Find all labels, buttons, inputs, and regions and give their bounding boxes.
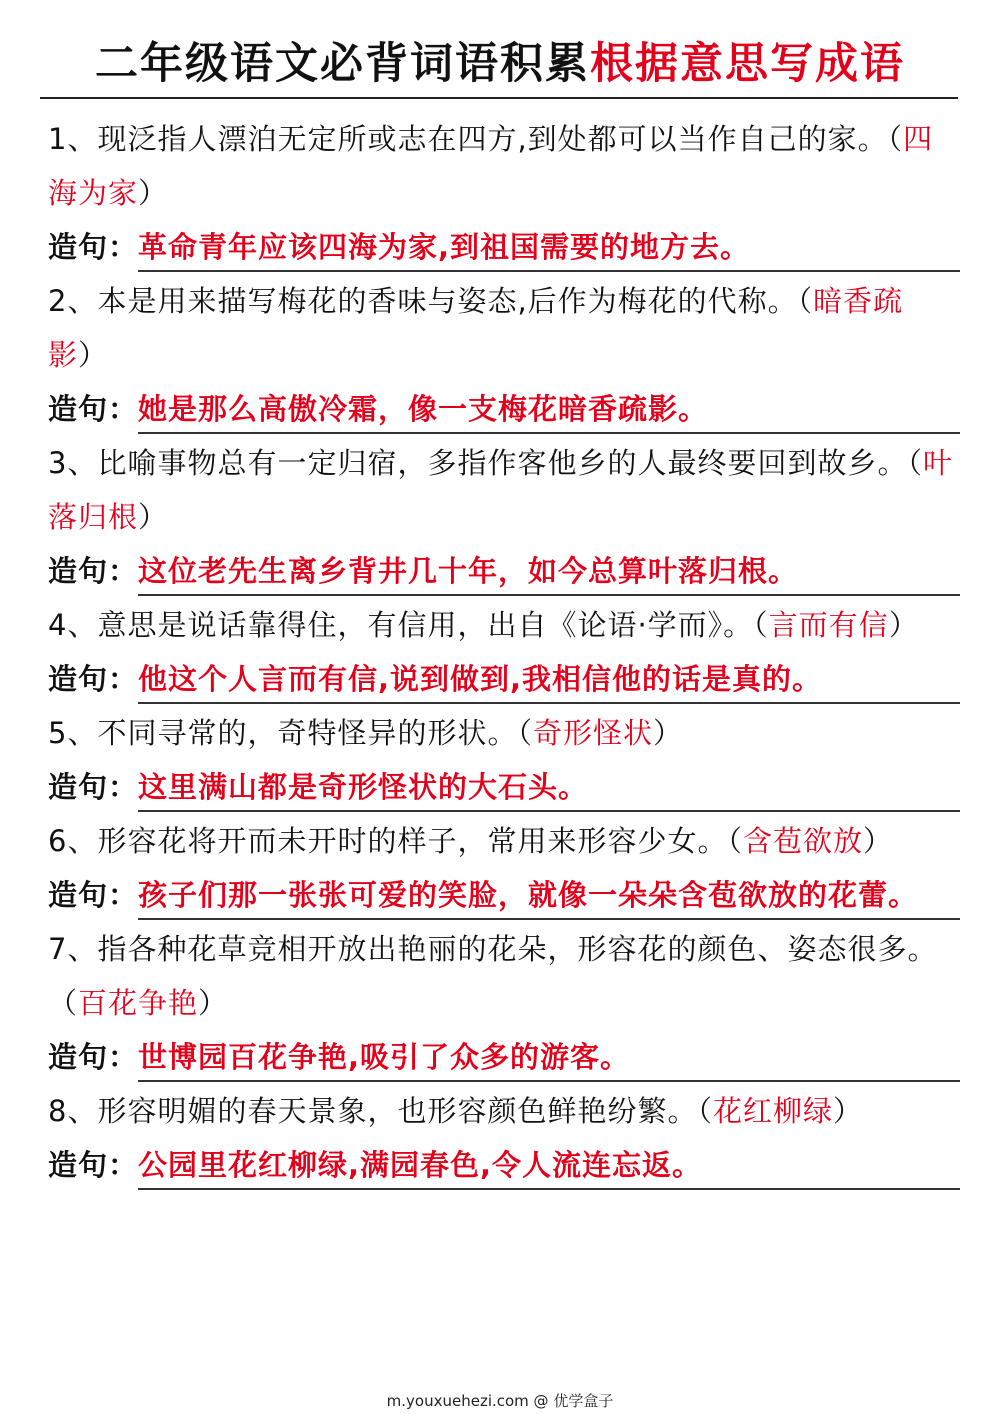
idiom-answer: 奇形怪状	[532, 716, 653, 750]
title-highlight: 根据意思写成语	[590, 39, 905, 89]
idiom-answer: 含苞欲放	[742, 824, 863, 858]
example-sentence: 这里满山都是奇形怪状的大石头。	[138, 760, 960, 814]
meaning-text: 7、指各种花草竞相开放出艳丽的花朵，形容花的颜色、姿态很多。（	[48, 932, 938, 1020]
entry-meaning	[48, 274, 960, 382]
entry-meaning	[48, 112, 960, 220]
idiom-answer: 暗香疏影	[48, 284, 904, 372]
entry-meaning	[48, 922, 960, 1030]
entry-list	[48, 112, 960, 1192]
example-sentence: 革命青年应该四海为家,到祖国需要的地方去。	[138, 220, 960, 274]
example-sentence: 世博园百花争艳,吸引了众多的游客。	[138, 1030, 960, 1084]
entry-meaning	[48, 598, 960, 652]
example-line	[48, 652, 960, 706]
entry-2	[48, 274, 960, 436]
example-line	[48, 220, 960, 274]
meaning-text: 8、形容明媚的春天景象，也形容颜色鲜艳纷繁。（	[48, 1094, 713, 1128]
example-label: 造句：	[48, 662, 139, 696]
example-line	[48, 760, 960, 814]
answer-close: ）	[78, 338, 109, 372]
example-label: 造句：	[48, 878, 139, 912]
example-label: 造句：	[48, 770, 139, 804]
answer-close: ）	[198, 986, 229, 1020]
example-label: 造句：	[48, 554, 139, 588]
title-main: 二年级语文必背词语积累	[95, 39, 590, 89]
entry-6	[48, 814, 960, 922]
idiom-answer: 花红柳绿	[712, 1094, 833, 1128]
example-label: 造句：	[48, 1148, 139, 1182]
idiom-answer: 言而有信	[768, 608, 889, 642]
answer-close: ）	[652, 716, 683, 750]
example-label: 造句：	[48, 230, 139, 264]
entry-1	[48, 112, 960, 274]
example-sentence: 他这个人言而有信,说到做到,我相信他的话是真的。	[138, 652, 960, 706]
answer-close: ）	[888, 608, 919, 642]
answer-close: ）	[862, 824, 893, 858]
meaning-text: 5、不同寻常的，奇特怪异的形状。（	[48, 716, 533, 750]
page-title	[40, 34, 960, 94]
example-label: 造句：	[48, 392, 139, 426]
entry-meaning	[48, 706, 960, 760]
example-sentence: 孩子们那一张张可爱的笑脸，就像一朵朵含苞欲放的花蕾。	[138, 868, 960, 922]
entry-5	[48, 706, 960, 814]
example-line	[48, 382, 960, 436]
title-divider	[40, 97, 958, 99]
example-line	[48, 868, 960, 922]
meaning-text: 6、形容花将开而未开时的样子，常用来形容少女。（	[48, 824, 743, 858]
example-label: 造句：	[48, 1040, 139, 1074]
idiom-answer: 百花争艳	[78, 986, 199, 1020]
idiom-answer: 叶落归根	[48, 446, 953, 534]
example-line	[48, 544, 960, 598]
entry-meaning	[48, 814, 960, 868]
example-sentence: 她是那么高傲冷霜，像一支梅花暗香疏影。	[138, 382, 960, 436]
meaning-text: 3、比喻事物总有一定归宿，多指作客他乡的人最终要回到故乡。（	[48, 446, 923, 480]
answer-close: ）	[138, 176, 169, 210]
entry-4	[48, 598, 960, 706]
meaning-text: 1、现泛指人漂泊无定所或志在四方,到处都可以当作自己的家。（	[48, 122, 904, 156]
entry-8	[48, 1084, 960, 1192]
idiom-answer: 四海为家	[48, 122, 934, 210]
entry-3	[48, 436, 960, 598]
example-sentence: 这位老先生离乡背井几十年，如今总算叶落归根。	[138, 544, 960, 598]
example-line	[48, 1138, 960, 1192]
answer-close: ）	[138, 500, 169, 534]
example-sentence: 公园里花红柳绿,满园春色,令人流连忘返。	[138, 1138, 960, 1192]
answer-close: ）	[832, 1094, 863, 1128]
meaning-text: 4、意思是说话靠得住，有信用，出自《论语·学而》。（	[48, 608, 769, 642]
entry-meaning	[48, 1084, 960, 1138]
meaning-text: 2、本是用来描写梅花的香味与姿态,后作为梅花的代称。（	[48, 284, 814, 318]
entry-meaning	[48, 436, 960, 544]
example-line	[48, 1030, 960, 1084]
footer-watermark: m.youxuehezi.com @ 优学盒子	[386, 1392, 614, 1410]
entry-7	[48, 922, 960, 1084]
